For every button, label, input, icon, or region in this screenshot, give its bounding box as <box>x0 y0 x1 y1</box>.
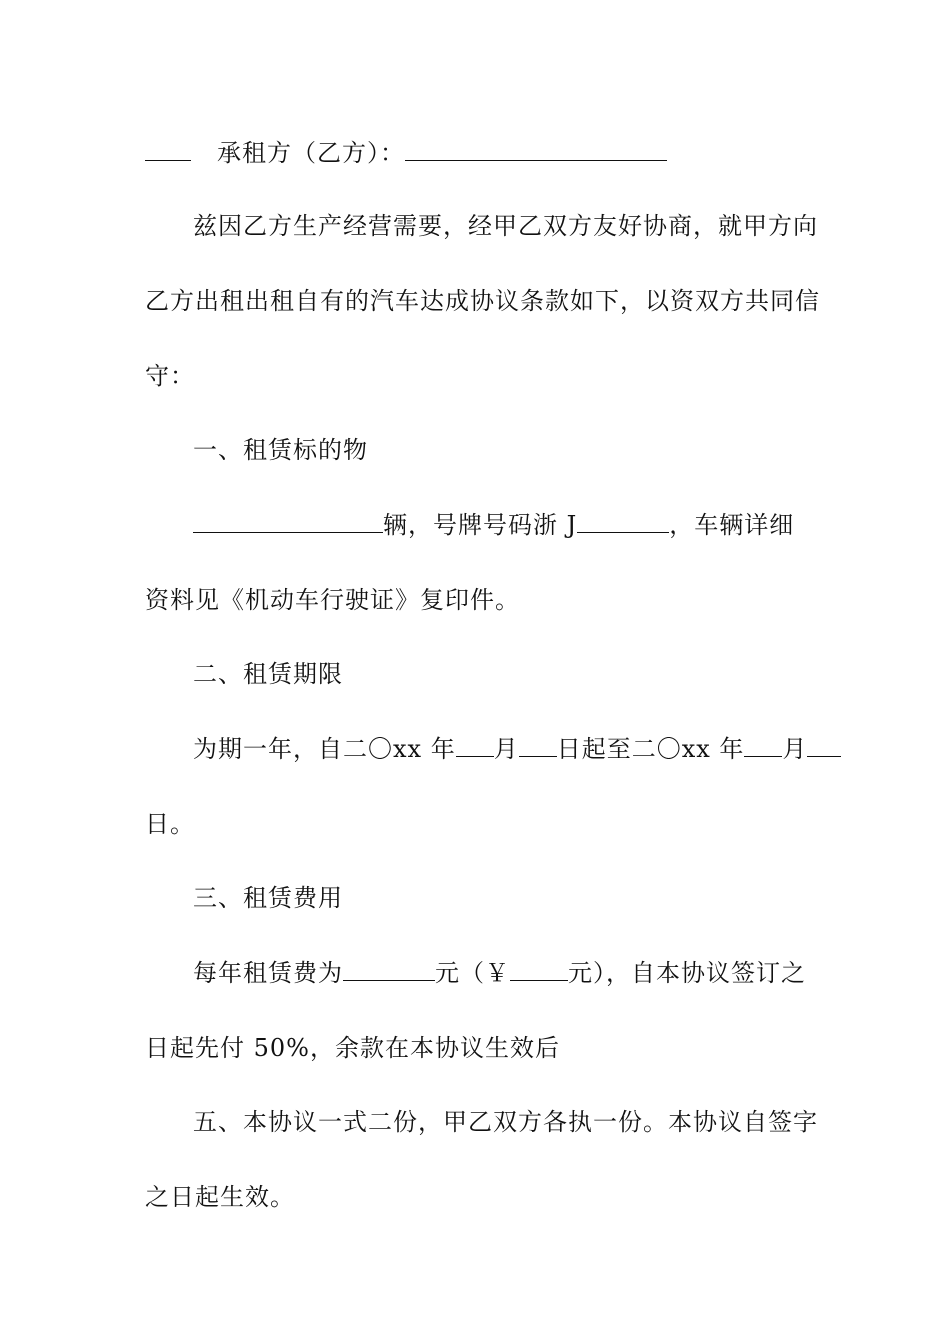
lessee-label: 承租方（乙方）： <box>217 139 405 167</box>
fee-figure-blank <box>510 958 568 981</box>
paragraph-line: 之日起生效。 <box>145 1183 295 1211</box>
fee-text: 每年租赁费为 <box>193 959 343 987</box>
vehicle-detail-text: ，车辆详细 <box>669 511 795 539</box>
paragraph-line: 日起先付 50%，余款在本协议生效后 <box>145 1034 560 1062</box>
fee-line <box>193 958 810 988</box>
end-day-blank <box>807 734 841 757</box>
blank-field <box>145 138 191 161</box>
paragraph-line: 兹因乙方生产经营需要，经甲乙双方友好协商，就甲方向 <box>193 212 818 240</box>
term-line <box>193 734 810 764</box>
plate-number-blank <box>577 510 669 533</box>
plate-text: 辆，号牌号码浙 J <box>383 511 578 539</box>
vehicle-count-blank <box>193 510 383 533</box>
paragraph-line: 日。 <box>145 810 195 838</box>
fee-amount-blank <box>343 958 435 981</box>
start-day-blank <box>519 734 557 757</box>
fee-text: 元），自本协议签订之 <box>568 959 806 987</box>
end-month-blank <box>744 734 782 757</box>
lessee-line <box>145 138 810 168</box>
vehicle-line <box>193 510 810 540</box>
term-text: 日起至二〇xx 年 <box>556 735 745 763</box>
section-heading: 一、租赁标的物 <box>193 436 368 464</box>
lessee-name-blank <box>405 138 667 161</box>
term-text: 月 <box>782 735 808 763</box>
section-heading: 三、租赁费用 <box>193 884 343 912</box>
fee-text: 元（￥ <box>435 959 510 987</box>
paragraph-line: 资料见《机动车行驶证》复印件。 <box>145 586 520 614</box>
paragraph-line: 五、本协议一式二份，甲乙双方各执一份。本协议自签字 <box>193 1108 818 1136</box>
paragraph-line: 守： <box>145 362 195 390</box>
paragraph-line: 乙方出租出租自有的汽车达成协议条款如下，以资双方共同信 <box>145 287 820 315</box>
term-text: 为期一年，自二〇xx 年 <box>193 735 456 763</box>
section-heading: 二、租赁期限 <box>193 660 343 688</box>
start-month-blank <box>456 734 494 757</box>
term-text: 月 <box>493 735 519 763</box>
